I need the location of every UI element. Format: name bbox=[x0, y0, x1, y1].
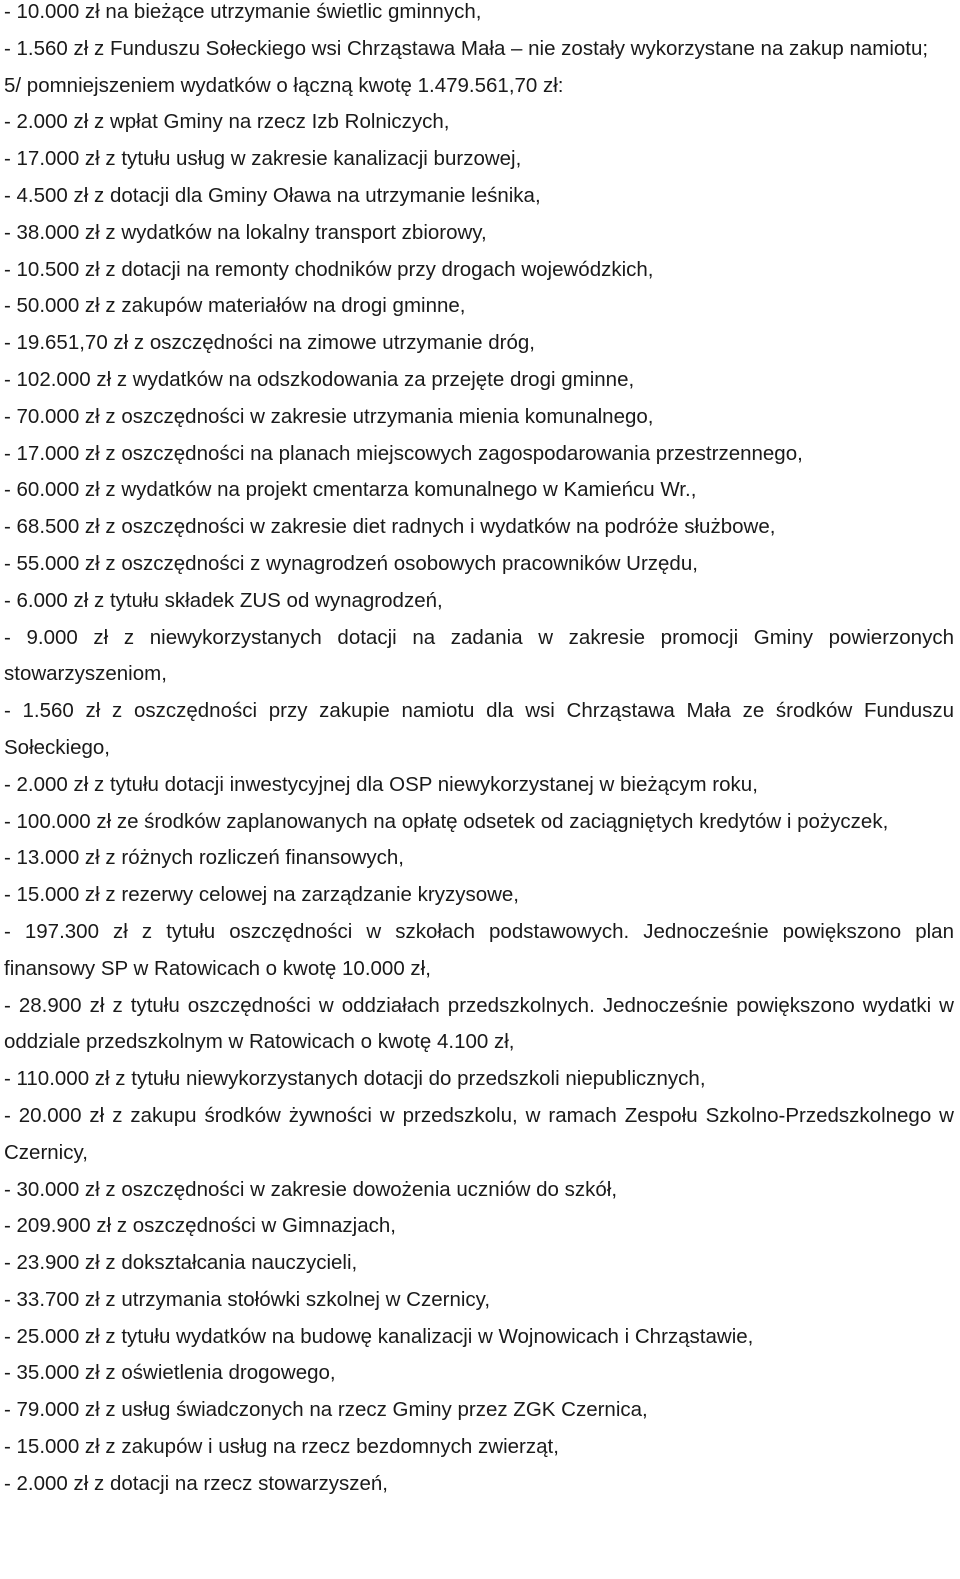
list-item: - 25.000 zł z tytułu wydatków na budowę kanalizacji w Wojnowicach i Chrząstawie, bbox=[4, 1324, 754, 1348]
list-item: - 100.000 zł ze środków zaplanowanych na opłatę odsetek od zaciągniętych kredytów i pożyczek, bbox=[4, 809, 889, 833]
section-heading: 5/ pomniejszeniem wydatków o łączną kwotę 1.479.561,70 zł: bbox=[4, 73, 564, 97]
list-item: - 15.000 zł z zakupów i usług na rzecz bezdomnych zwierząt, bbox=[4, 1435, 559, 1459]
list-item: - 4.500 zł z dotacji dla Gminy Oława na utrzymanie leśnika, bbox=[4, 183, 541, 207]
list-item: - 10.500 zł z dotacji na remonty chodników przy drogach wojewódzkich, bbox=[4, 257, 654, 281]
list-item: - 110.000 zł z tytułu niewykorzystanych dotacji do przedszkoli niepublicznych, bbox=[4, 1067, 706, 1091]
list-item: - 6.000 zł z tytułu składek ZUS od wynagrodzeń, bbox=[4, 588, 443, 612]
list-item: - 102.000 zł z wydatków na odszkodowania za przejęte drogi gminne, bbox=[4, 367, 635, 391]
list-item: - 60.000 zł z wydatków na projekt cmentarza komunalnego w Kamieńcu Wr., bbox=[4, 478, 697, 502]
list-item: - 79.000 zł z usług świadczonych na rzecz Gminy przez ZGK Czernica, bbox=[4, 1398, 648, 1422]
list-item: - 209.900 zł z oszczędności w Gimnazjach, bbox=[4, 1214, 396, 1238]
list-item: - 19.651,70 zł z oszczędności na zimowe utrzymanie dróg, bbox=[4, 331, 535, 355]
list-item: - 2.000 zł z dotacji na rzecz stowarzyszeń, bbox=[4, 1471, 388, 1495]
list-item: - 30.000 zł z oszczędności w zakresie dowożenia uczniów do szkół, bbox=[4, 1177, 618, 1201]
list-item: - 38.000 zł z wydatków na lokalny transport zbiorowy, bbox=[4, 220, 487, 244]
list-item: - 20.000 zł z zakupu środków żywności w przedszkolu, w ramach Zespołu Szkolno-Przedszkolnego w Czernicy, bbox=[4, 1103, 954, 1164]
list-item: - 13.000 zł z różnych rozliczeń finansowych, bbox=[4, 846, 404, 870]
list-item: - 33.700 zł z utrzymania stołówki szkolnej w Czernicy, bbox=[4, 1287, 491, 1311]
list-item: - 50.000 zł z zakupów materiałów na drogi gminne, bbox=[4, 294, 466, 318]
list-item: - 10.000 zł na bieżące utrzymanie świetlic gminnych, bbox=[4, 0, 482, 23]
list-item: - 1.560 zł z oszczędności przy zakupie namiotu dla wsi Chrząstawa Mała ze środków Funduszu Sołeckiego, bbox=[4, 699, 954, 759]
list-item: - 28.900 zł z tytułu oszczędności w oddziałach przedszkolnych. Jednocześnie powiększono wydatki w oddziale przedszkolnym w Ratowicach o kwotę 4.100 zł, bbox=[4, 993, 954, 1054]
list-item: - 23.900 zł z dokształcania nauczycieli, bbox=[4, 1251, 358, 1275]
list-item: - 17.000 zł z tytułu usług w zakresie kanalizacji burzowej, bbox=[4, 147, 522, 171]
list-item: - 35.000 zł z oświetlenia drogowego, bbox=[4, 1361, 336, 1385]
list-item: - 2.000 zł z wpłat Gminy na rzecz Izb Rolniczych, bbox=[4, 110, 450, 134]
list-item: - 9.000 zł z niewykorzystanych dotacji na zadania w zakresie promocji Gminy powierzonych stowarzyszeniom, bbox=[4, 625, 954, 686]
list-item: - 197.300 zł z tytułu oszczędności w szkołach podstawowych. Jednocześnie powiększono plan finansowy SP w Ratowicach o kwotę 10.000 zł, bbox=[4, 919, 954, 980]
list-item: - 55.000 zł z oszczędności z wynagrodzeń osobowych pracowników Urzędu, bbox=[4, 551, 698, 575]
list-item: - 68.500 zł z oszczędności w zakresie diet radnych i wydatków na podróże służbowe, bbox=[4, 515, 776, 539]
list-item: - 17.000 zł z oszczędności na planach miejscowych zagospodarowania przestrzennego, bbox=[4, 441, 803, 465]
list-item: - 2.000 zł z tytułu dotacji inwestycyjnej dla OSP niewykorzystanej w bieżącym roku, bbox=[4, 772, 758, 796]
list-item: - 70.000 zł z oszczędności w zakresie utrzymania mienia komunalnego, bbox=[4, 404, 654, 428]
list-item: - 1.560 zł z Funduszu Sołeckiego wsi Chrząstawa Mała – nie zostały wykorzystane na zakup namiotu; bbox=[4, 36, 929, 60]
list-item: - 15.000 zł z rezerwy celowej na zarządzanie kryzysowe, bbox=[4, 883, 519, 907]
document-body bbox=[4, 0, 954, 1503]
